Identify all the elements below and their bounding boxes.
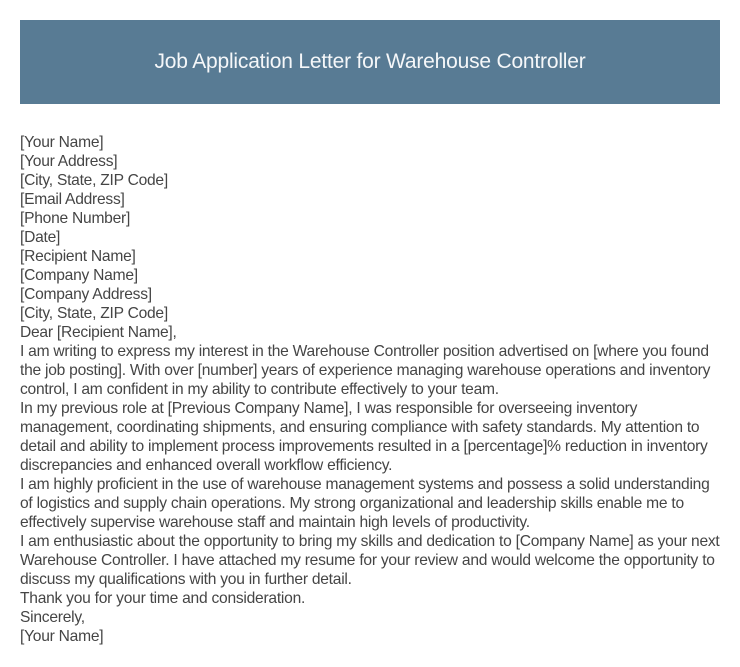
sender-city-state-zip: [City, State, ZIP Code] <box>20 172 168 189</box>
closing: Sincerely, <box>20 609 85 626</box>
recipient-name: [Recipient Name] <box>20 248 136 265</box>
letter-body <box>20 133 720 646</box>
sender-phone: [Phone Number] <box>20 210 131 227</box>
paragraph-experience: In my previous role at [Previous Company Name], I was responsible for overseeing inventory management, coordinating shipments, and ensuring compliance with safety standards. My attention to detail and ability to implement process improvements resulted in a [percentage]% reduction in inventory discrepancies and enhanced overall workflow efficiency. <box>20 400 708 474</box>
paragraph-skills: I am highly proficient in the use of warehouse management systems and possess a solid understanding of logistics and supply chain operations. My strong organizational and leadership skills enable me to effectively supervise warehouse staff and maintain high levels of productivity. <box>20 476 710 531</box>
salutation: Dear [Recipient Name], <box>20 324 177 341</box>
paragraph-enthusiasm: I am enthusiastic about the opportunity to bring my skills and dedication to [Company Name] as your next Warehouse Controller. I have attached my resume for your review and would welcome the opportunity to discuss my qualifications with you in further detail. <box>20 533 720 588</box>
letter-date: [Date] <box>20 229 61 246</box>
paragraph-thanks: Thank you for your time and consideration. <box>20 590 306 607</box>
sender-email: [Email Address] <box>20 191 125 208</box>
recipient-company-address: [Company Address] <box>20 286 152 303</box>
paragraph-intro: I am writing to express my interest in the Warehouse Controller position advertised on [where you found the job posting]. With over [number] years of experience managing warehouse operations and inventory control, I am confident in my ability to contribute effectively to your team. <box>20 343 711 398</box>
sender-address: [Your Address] <box>20 153 118 170</box>
title-banner <box>20 20 720 104</box>
signature: [Your Name] <box>20 628 104 645</box>
page-title: Job Application Letter for Warehouse Controller <box>154 50 586 73</box>
recipient-company: [Company Name] <box>20 267 138 284</box>
recipient-city-state-zip: [City, State, ZIP Code] <box>20 305 168 322</box>
sender-name: [Your Name] <box>20 134 104 151</box>
